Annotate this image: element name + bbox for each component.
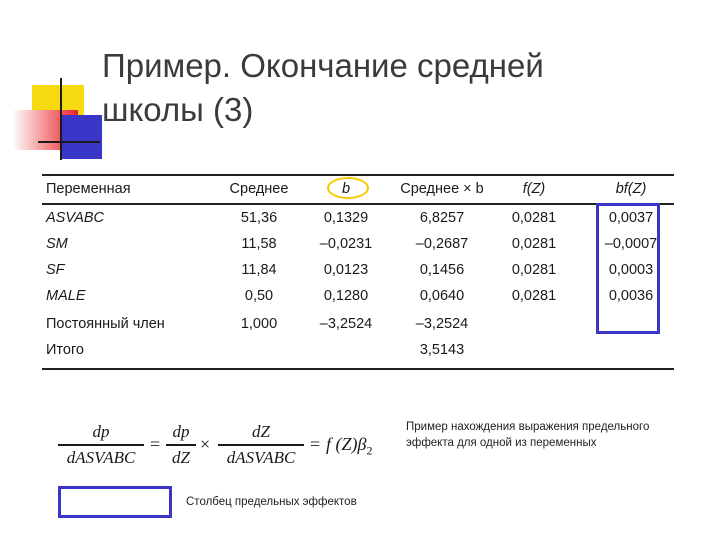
row-mean-times-b: –3,2524 [415,316,469,332]
equals-sign: = [150,434,161,454]
row-mean: 11,84 [241,262,277,278]
row-fz: 0,0281 [511,262,557,278]
fraction-denominator: dZ [172,447,190,467]
times-sign: × [200,434,211,454]
table-row [42,283,674,309]
marginal-effect-formula [58,422,388,472]
row-variable: Постоянный член [46,316,165,332]
row-b [304,337,388,363]
row-b: 0,1280 [323,288,369,304]
row-variable: SF [46,262,65,278]
row-bfz: –0,0007 [604,236,658,252]
row-variable: MALE [46,288,86,304]
title-line-2: школы (3) [102,91,254,128]
row-mean-times-b: –0,2687 [415,236,469,252]
row-mean [218,337,300,363]
row-variable: Итого [46,342,84,358]
table-bottom-rule [42,368,674,370]
header-fz: f(Z) [522,181,546,197]
formula-rhs [326,434,372,461]
row-b: 0,1329 [323,210,369,226]
row-variable: ASVABC [46,210,105,226]
table-row-total [42,337,674,363]
row-bfz: 0,0003 [608,262,654,278]
formula-rhs-subscript: 2 [366,443,373,458]
legend-box [58,486,172,518]
row-fz: 0,0281 [511,288,557,304]
row-mean: 0,50 [244,288,274,304]
fraction-bar [218,444,304,446]
fraction-numerator: dp [172,422,190,441]
row-fz [497,337,571,363]
row-bfz [590,337,672,363]
header-mean-times-b: Среднее × b [400,181,484,197]
row-fz: 0,0281 [511,236,557,252]
row-fz: 0,0281 [511,210,557,226]
legend-label: Столбец предельных эффектов [186,496,357,508]
fraction-denominator: dASVABC [226,447,296,467]
header-mean: Среднее [229,181,289,197]
row-bfz: 0,0037 [608,210,654,226]
header-variable: Переменная [46,181,131,197]
decor-blue-square [60,115,102,159]
header-bfz: bf(Z) [615,181,647,197]
formula-rhs-main: f (Z)β [326,434,367,454]
fraction-denominator: dASVABC [66,447,136,467]
decor-horizontal-line [38,141,100,143]
table-row [42,257,674,283]
row-b: –3,2524 [319,316,373,332]
row-b: 0,0123 [323,262,369,278]
row-mean-times-b: 0,1456 [419,262,465,278]
example-note: Пример нахождения выражения предельного эффекта для одной из переменных [406,421,650,449]
row-mean-times-b: 0,0640 [419,288,465,304]
slide-title [102,44,544,132]
fraction-numerator: dp [92,422,110,441]
row-bfz: 0,0036 [608,288,654,304]
decor-vertical-line [60,78,62,160]
fraction-bar [58,444,144,446]
header-b: b [341,181,351,197]
row-mean: 51,36 [240,210,278,226]
fraction-dp-dz [166,422,196,468]
fraction-numerator: dZ [252,422,270,441]
highlight-marginal-effects-box [596,203,660,334]
highlight-b-circle [327,177,369,199]
results-table [42,172,674,372]
equals-sign: = [310,434,321,454]
fraction-dp-dasvabc [58,422,144,468]
table-row [42,231,674,257]
row-variable: SM [46,236,68,252]
table-row [42,311,674,337]
row-fz [497,311,571,337]
row-mean: 11,58 [241,236,277,252]
title-line-1: Пример. Окончание средней [102,47,544,84]
fraction-dz-dasvabc [218,422,304,468]
fraction-bar [166,444,196,446]
row-mean-times-b: 6,8257 [419,210,465,226]
row-mean-times-b: 3,5143 [419,342,465,358]
table-row [42,205,674,231]
row-b: –0,0231 [319,236,373,252]
row-mean: 1,000 [240,316,278,332]
